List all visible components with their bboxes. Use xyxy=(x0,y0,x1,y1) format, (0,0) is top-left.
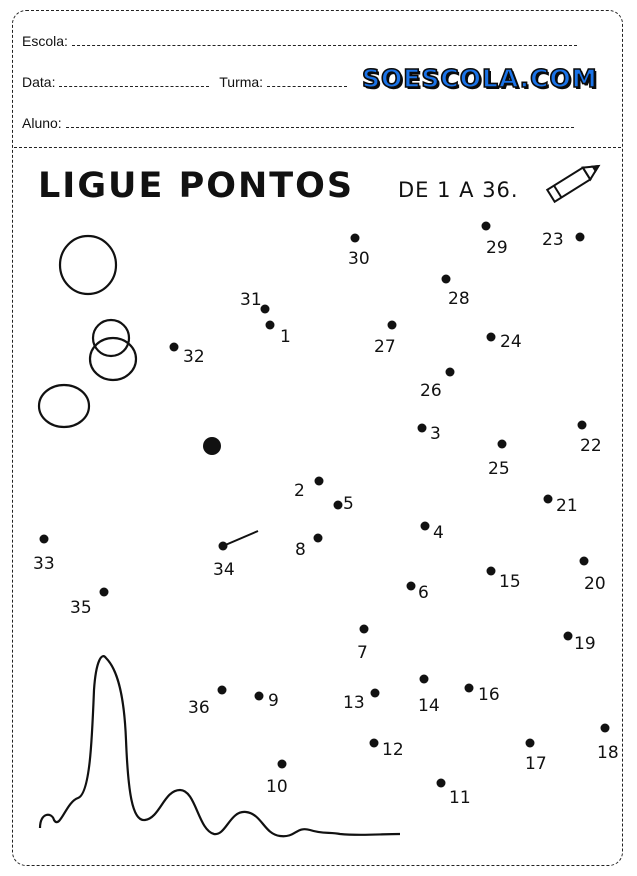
dot-label-2: 2 xyxy=(294,481,305,501)
dot-label-23: 23 xyxy=(542,230,564,250)
dot-27 xyxy=(374,321,397,358)
dot-point-30 xyxy=(351,234,360,243)
dot-point-13 xyxy=(371,689,380,698)
dot-label-3: 3 xyxy=(430,424,441,444)
dot-point-10 xyxy=(278,760,287,769)
dot-point-27 xyxy=(388,321,397,330)
dot-label-4: 4 xyxy=(433,523,444,543)
dot-label-27: 27 xyxy=(374,337,396,357)
dot-point-34 xyxy=(219,542,228,551)
dot-label-15: 15 xyxy=(499,572,521,592)
dot-point-6 xyxy=(407,582,416,591)
dot-point-28 xyxy=(442,275,451,284)
dot-point-3 xyxy=(418,424,427,433)
date-label: Data: xyxy=(22,74,56,90)
dot-14 xyxy=(418,675,440,717)
site-logo: SOESCOLA.COM xyxy=(362,64,598,93)
student-label: Aluno: xyxy=(22,115,62,131)
stroke-34 xyxy=(223,531,258,546)
dot-point-12 xyxy=(370,739,379,748)
dot-11 xyxy=(437,779,471,809)
dot-3 xyxy=(418,424,441,445)
dot-point-22 xyxy=(578,421,587,430)
dot-32 xyxy=(170,343,205,368)
dot-13 xyxy=(343,689,380,714)
dot-point-2 xyxy=(315,477,324,486)
ground-line xyxy=(40,656,400,836)
dot-point-17 xyxy=(526,739,535,748)
dot-12 xyxy=(370,739,404,761)
dot-22 xyxy=(578,421,602,457)
dot-21 xyxy=(544,495,578,517)
dot-point-21 xyxy=(544,495,553,504)
dot-label-35: 35 xyxy=(70,598,92,618)
dot-point-11 xyxy=(437,779,446,788)
dot-point-9 xyxy=(255,692,264,701)
dot-label-33: 33 xyxy=(33,554,55,574)
dot-point-24 xyxy=(487,333,496,342)
dot-label-6: 6 xyxy=(418,583,429,603)
dots-layer xyxy=(33,222,619,809)
dot-8 xyxy=(295,534,323,561)
dot-label-1: 1 xyxy=(280,327,291,347)
dot-point-26 xyxy=(446,368,455,377)
dot-label-18: 18 xyxy=(597,743,619,763)
dot-point-31 xyxy=(261,305,270,314)
dot-label-34: 34 xyxy=(213,560,235,580)
dot-label-7: 7 xyxy=(357,643,368,663)
dot-label-24: 24 xyxy=(500,332,522,352)
dot-point-16 xyxy=(465,684,474,693)
dot-34 xyxy=(213,542,235,581)
dot-2 xyxy=(294,477,324,502)
dot-25 xyxy=(488,440,510,480)
bubbles xyxy=(39,236,136,427)
school-label: Escola: xyxy=(22,33,68,49)
dot-26 xyxy=(420,368,455,402)
dot-label-26: 26 xyxy=(420,381,442,401)
dot-point-36 xyxy=(218,686,227,695)
dot-label-28: 28 xyxy=(448,289,470,309)
pencil-icon xyxy=(547,160,602,202)
dot-label-29: 29 xyxy=(486,238,508,258)
dot-23 xyxy=(542,230,585,250)
dot-point-35 xyxy=(100,588,109,597)
dot-point-15 xyxy=(487,567,496,576)
class-label: Turma: xyxy=(219,74,264,90)
dot-15 xyxy=(487,567,521,593)
dot-35 xyxy=(70,588,109,619)
dot-point-19 xyxy=(564,632,573,641)
dot-label-21: 21 xyxy=(556,496,578,516)
page-title: LIGUE PONTOS xyxy=(38,166,355,206)
dot-point-25 xyxy=(498,440,507,449)
dot-17 xyxy=(525,739,547,775)
dot-1 xyxy=(266,321,291,348)
dot-point-5 xyxy=(334,501,343,510)
dot-33 xyxy=(33,535,55,575)
dot-point-14 xyxy=(420,675,429,684)
dot-label-30: 30 xyxy=(348,249,370,269)
dot-31 xyxy=(240,290,270,314)
dot-label-11: 11 xyxy=(449,788,471,808)
dot-point-8 xyxy=(314,534,323,543)
dot-point-23 xyxy=(576,233,585,242)
dot-30 xyxy=(348,234,370,270)
dot-point-29 xyxy=(482,222,491,231)
dot-24 xyxy=(487,332,522,352)
big-dot xyxy=(203,437,221,455)
dot-28 xyxy=(442,275,470,310)
dot-6 xyxy=(407,582,429,604)
dot-16 xyxy=(465,684,500,706)
dot-point-20 xyxy=(580,557,589,566)
dot-36 xyxy=(188,686,227,719)
dot-29 xyxy=(482,222,508,259)
dot-point-1 xyxy=(266,321,275,330)
dot-point-7 xyxy=(360,625,369,634)
dot-label-8: 8 xyxy=(295,540,306,560)
dot-label-19: 19 xyxy=(574,634,596,654)
dot-7 xyxy=(357,625,369,664)
dot-point-33 xyxy=(40,535,49,544)
dot-label-16: 16 xyxy=(478,685,500,705)
dot-point-18 xyxy=(601,724,610,733)
dot-label-20: 20 xyxy=(584,574,606,594)
dot-label-17: 17 xyxy=(525,754,547,774)
dot-19 xyxy=(564,632,596,655)
dot-point-32 xyxy=(170,343,179,352)
dot-label-12: 12 xyxy=(382,740,404,760)
dot-label-32: 32 xyxy=(183,347,205,367)
dot-label-25: 25 xyxy=(488,459,510,479)
dot-18 xyxy=(597,724,619,764)
dot-label-36: 36 xyxy=(188,698,210,718)
dot-label-10: 10 xyxy=(266,777,288,797)
page-subtitle: DE 1 A 36. xyxy=(398,178,519,202)
dot-10 xyxy=(266,760,288,798)
dot-4 xyxy=(421,522,444,544)
dot-point-4 xyxy=(421,522,430,531)
dot-label-22: 22 xyxy=(580,436,602,456)
dot-label-31: 31 xyxy=(240,290,262,310)
dot-label-5: 5 xyxy=(343,494,354,514)
dot-label-14: 14 xyxy=(418,696,440,716)
dot-20 xyxy=(580,557,606,595)
dot-label-9: 9 xyxy=(268,691,279,711)
dot-5 xyxy=(334,494,354,514)
dot-label-13: 13 xyxy=(343,693,365,713)
dot-9 xyxy=(255,691,279,711)
